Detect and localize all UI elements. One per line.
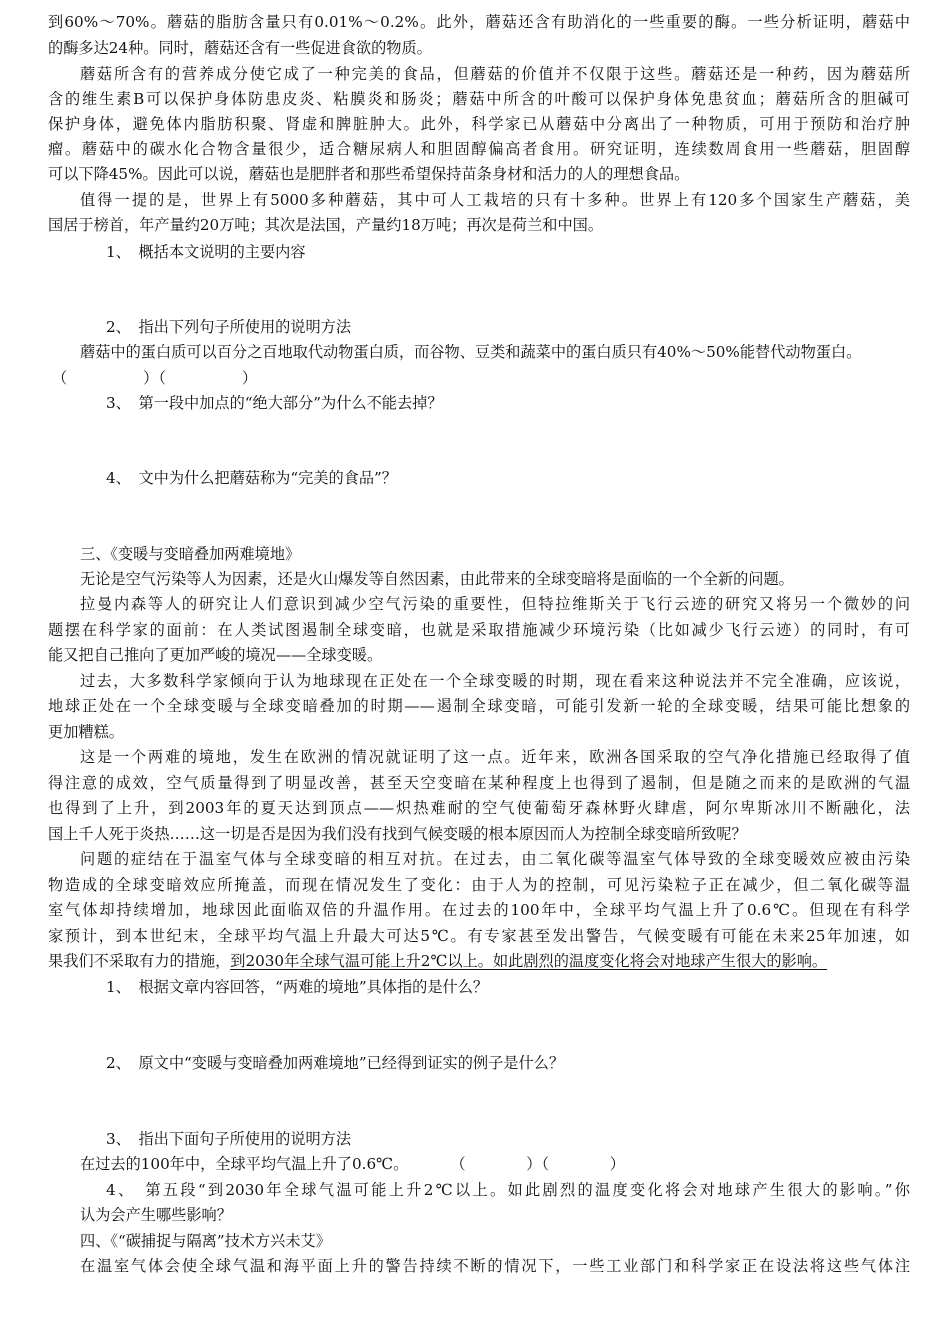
plain-text: 果我们不采取有力的措施， — [48, 952, 231, 970]
paragraph-line: 更加糟糕。 — [48, 723, 124, 741]
paragraph-line: 可以下降45%。因此可以说，蘑菇也是肥胖者和那些希望保持苗条身材和活力的人的理想食品。 — [48, 165, 690, 183]
paragraph-line: 含的维生素B可以保护身体防患皮炎、粘膜炎和肠炎；蘑菇中所含的叶酸可以保护身体免患贫血；蘑菇所含的胆碱可 — [48, 90, 910, 108]
question-4: 4、 文中为什么把蘑菇称为“完美的食品”？ — [106, 469, 397, 487]
paragraph-line: 蘑菇所含有的营养成分使它成了一种完美的食品，但蘑菇的价值并不仅限于这些。蘑菇还是一种药，因为蘑菇所 — [80, 65, 910, 83]
paragraph-line: 在温室气体会使全球气温和海平面上升的警告持续不断的情况下，一些工业部门和科学家正在设法将这些气体注 — [80, 1257, 910, 1275]
paragraph-line: 题摆在科学家的面前：在人类试图遏制全球变暗，也就是采取措施减少环境污染（比如减少飞行云迹）的同时，有可 — [48, 621, 910, 639]
question-sentence — [80, 1154, 625, 1174]
question-1: 1、 根据文章内容回答，“两难的境地”具体指的是什么？ — [106, 978, 489, 996]
paragraph-line: 能又把自己推向了更加严峻的境况——全球变暖。 — [48, 646, 383, 664]
paragraph-line: 地球正处在一个全球变暖与全球变暗叠加的时期——遏制全球变暗，可能引发新一轮的全球变暖，结果可能比想象的 — [48, 697, 910, 715]
paragraph-line — [48, 951, 827, 971]
paragraph-line: 拉曼内森等人的研究让人们意识到减少空气污染的重要性，但特拉维斯关于飞行云迹的研究又将另一个微妙的问 — [80, 595, 910, 613]
paragraph-line: 也得到了上升，到2003年的夏天达到顶点——炽热难耐的空气使葡萄牙森林野火肆虐，阿尔卑斯冰川不断融化，法 — [48, 799, 910, 817]
question-1: 1、 概括本文说明的主要内容 — [106, 243, 306, 261]
paragraph-line: 无论是空气污染等人为因素，还是火山爆发等自然因素，由此带来的全球变暗将是面临的一个全新的问题。 — [80, 570, 794, 588]
answer-blanks: （ ）（ ） — [52, 369, 258, 387]
question-3: 3、 指出下面句子所使用的说明方法 — [106, 1130, 352, 1148]
question-2: 2、 原文中“变暖与变暗叠加两难境地”已经得到证实的例子是什么？ — [106, 1054, 565, 1072]
question-2: 2、 指出下列句子所使用的说明方法 — [106, 318, 352, 336]
paragraph-line: 到60%～70%。蘑菇的脂肪含量只有0.01%～0.2%。此外，蘑菇还含有助消化的一些重要的酶。一些分析证明，蘑菇中 — [48, 13, 910, 31]
paragraph-line: 值得一提的是，世界上有5000多种蘑菇，其中可人工栽培的只有十多种。世界上有120多个国家生产蘑菇，美 — [80, 191, 910, 209]
sentence-text: 在过去的100年中，全球平均气温上升了0.6℃。 — [80, 1155, 409, 1173]
paragraph-line: 保护身体，避免体内脂肪积聚、肾虚和脾脏肿大。此外，科学家已从蘑菇中分离出了一种物质，可用于预防和治疗肿 — [48, 115, 910, 133]
question-3: 3、 第一段中加点的“绝大部分”为什么不能去掉？ — [106, 394, 443, 412]
paragraph-line: 问题的症结在于温室气体与全球变暗的相互对抗。在过去，由二氧化碳等温室气体导致的全球变暖效应被由污染 — [80, 850, 910, 868]
paragraph-line: 室气体却持续增加，地球因此面临双倍的升温作用。在过去的100年中，全球平均气温上升了0.6℃。但现在有科学 — [48, 901, 910, 919]
question-4: 4、 第五段“到2030年全球气温可能上升2℃以上。如此剧烈的温度变化将会对地球产生很大的影响。”你 — [106, 1181, 910, 1199]
question-sentence: 蘑菇中的蛋白质可以百分之百地取代动物蛋白质，而谷物、豆类和蔬菜中的蛋白质只有40%～50%能替代动物蛋白。 — [80, 343, 862, 361]
paragraph-line: 的酶多达24种。同时，蘑菇还含有一些促进食欲的物质。 — [48, 39, 432, 57]
paragraph-line: 家预计，到本世纪末，全球平均气温上升最大可达5℃。有专家甚至发出警告，气候变暖有可能在未来25年加速，如 — [48, 927, 910, 945]
answer-blanks: （ ）（ ） — [450, 1155, 625, 1173]
paragraph-line: 物造成的全球变暗效应所掩盖，而现在情况发生了变化：由于人为的控制，可见污染粒子正在减少，但二氧化碳等温 — [48, 876, 910, 894]
paragraph-line: 国居于榜首，年产量约20万吨；其次是法国，产量约18万吨；再次是荷兰和中国。 — [48, 216, 604, 234]
paragraph-line: 得注意的成效，空气质量得到了明显改善，甚至天空变暗在某种程度上也得到了遏制，但是随之而来的是欧洲的气温 — [48, 774, 910, 792]
paragraph-line: 这是一个两难的境地，发生在欧洲的情况就证明了这一点。近年来，欧洲各国采取的空气净化措施已经取得了值 — [80, 748, 910, 766]
paragraph-line: 过去，大多数科学家倾向于认为地球现在正处在一个全球变暖的时期，现在看来这种说法并不完全准确，应该说， — [80, 672, 910, 690]
paragraph-line: 瘤。蘑菇中的碳水化合物含量很少，适合糖尿病人和胆固醇偏高者食用。研究证明，连续数周食用一些蘑菇，胆固醇 — [48, 140, 910, 158]
section-heading: 三、《变暖与变暗叠加两难境地》 — [80, 545, 301, 563]
underlined-sentence: 到2030年全球气温可能上升2℃以上。如此剧烈的温度变化将会对地球产生很大的影响。 — [230, 952, 828, 970]
question-4-cont: 认为会产生哪些影响？ — [80, 1206, 232, 1224]
paragraph-line: 国上千人死于炎热……这一切是否是因为我们没有找到气候变暖的根本原因而人为控制全球变暗所致呢？ — [48, 825, 747, 843]
section-heading: 四、《“碳捕捉与隔离”技术方兴未艾》 — [80, 1232, 331, 1250]
